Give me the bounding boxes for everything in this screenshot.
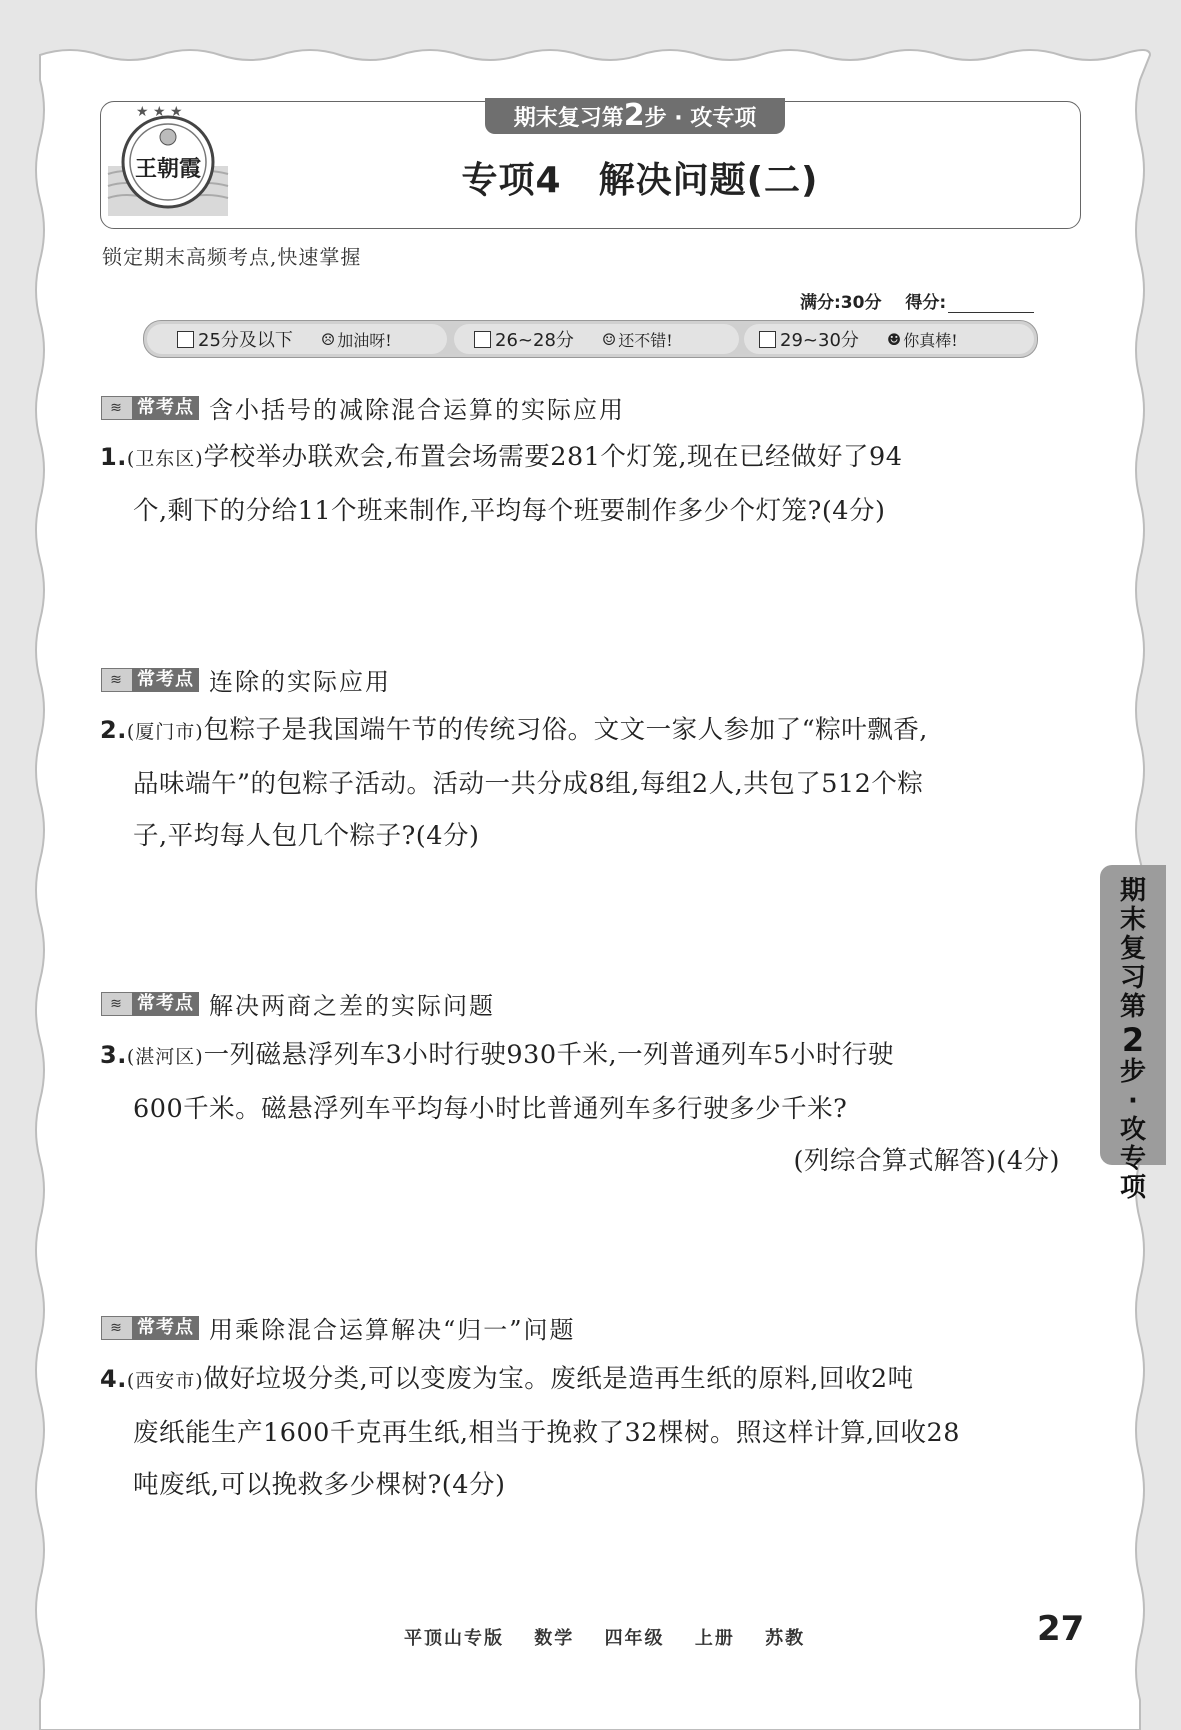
question-area: (厦门市) (126, 721, 204, 743)
question-number: 4. (100, 1365, 127, 1393)
question-text-line: 做好垃圾分类,可以变废为宝。废纸是造再生纸的原料,回收2吨 (203, 1364, 914, 1394)
rating-message: 加油呀! (337, 330, 392, 350)
happy-face-icon: ☻ (886, 329, 902, 349)
footer-publisher: 苏教 (765, 1628, 806, 1649)
section-heading-text: 含小括号的减除混合运算的实际应用 (209, 396, 625, 424)
kaodian-badge: ≋ 常考点 (101, 668, 199, 692)
rating-range: 26~28分 (495, 330, 574, 351)
header-tag (485, 98, 785, 134)
question-text-line: 子,平均每人包几个粽子?(4分) (133, 821, 480, 851)
score-line (800, 288, 1034, 313)
rating-message: 你真棒! (903, 330, 958, 350)
question-4 (100, 1353, 1060, 1511)
score-blank[interactable] (948, 296, 1034, 313)
question-area: (西安市) (126, 1370, 204, 1392)
logo-text: 王朝霞 (134, 156, 202, 182)
question-number: 2. (100, 716, 127, 744)
header-tag-prefix: 期末复习第 (513, 106, 624, 131)
answer-area-1[interactable] (130, 540, 1070, 640)
question-text-line: 600千米。磁悬浮列车平均每小时比普通列车多行驶多少千米? (133, 1094, 848, 1124)
question-text-line: 品味端午”的包粽子活动。活动一共分成8组,每组2人,共包了512个粽 (133, 769, 924, 799)
kaodian-badge: ≋ 常考点 (101, 1316, 199, 1340)
section-heading-3 (101, 986, 495, 1021)
checkbox[interactable] (759, 331, 776, 348)
section-heading-1 (101, 390, 625, 425)
checkbox[interactable] (474, 331, 491, 348)
section-heading-2 (101, 662, 391, 697)
question-text-line: 学校举办联欢会,布置会场需要281个灯笼,现在已经做好了94 (203, 442, 903, 472)
section-heading-4 (101, 1310, 576, 1345)
header-tag-step: 2 (623, 98, 645, 133)
full-score: 满分:30分 (800, 293, 882, 313)
rating-option-3[interactable] (744, 324, 1034, 354)
footer-grade: 四年级 (604, 1628, 665, 1649)
question-number: 3. (100, 1041, 127, 1069)
svg-text:★ ★ ★: ★ ★ ★ (136, 104, 183, 120)
rating-range: 29~30分 (780, 330, 859, 351)
question-text-line: 一列磁悬浮列车3小时行驶930千米,一列普通列车5小时行驶 (203, 1040, 894, 1070)
question-text-line: 废纸能生产1600千克再生纸,相当于挽救了32棵树。照这样计算,回收28 (133, 1418, 961, 1448)
question-1 (100, 431, 1060, 537)
question-number: 1. (100, 443, 127, 471)
wave-icon: ≋ (101, 668, 132, 692)
page-title: 专项4 解决问题(二) (461, 160, 819, 201)
footer-subject: 数学 (534, 1628, 575, 1649)
question-area: (卫东区) (126, 448, 204, 470)
rating-option-1[interactable] (147, 324, 447, 354)
page-subtitle: 锁定期末高频考点,快速掌握 (102, 245, 362, 269)
checkbox[interactable] (177, 331, 194, 348)
question-area: (湛河区) (126, 1046, 204, 1068)
side-tab-top: 期末复习第 (1119, 876, 1146, 1022)
rating-message: 还不错! (618, 330, 673, 350)
rating-option-2[interactable] (454, 324, 739, 354)
smile-face-icon: ☺ (601, 329, 617, 349)
kaodian-badge: ≋ 常考点 (101, 396, 199, 420)
kaodian-badge: ≋ 常考点 (101, 992, 199, 1016)
section-heading-text: 解决两商之差的实际问题 (209, 992, 495, 1020)
section-heading-text: 用乘除混合运算解决“归一”问题 (209, 1316, 576, 1344)
side-tab-bottom: 步·攻专项 (1119, 1057, 1146, 1203)
question-text-line: 吨废纸,可以挽救多少棵树?(4分) (133, 1470, 506, 1500)
page-footer (404, 1624, 827, 1650)
wave-icon: ≋ (101, 1316, 132, 1340)
wave-icon: ≋ (101, 396, 132, 420)
footer-edition: 平顶山专版 (404, 1628, 504, 1649)
header-tag-suffix: 步 · 攻专项 (644, 106, 757, 131)
question-3 (100, 1029, 1060, 1187)
sad-face-icon: ☹ (320, 329, 336, 349)
question-text-line: 个,剩下的分给11个班来制作,平均每个班要制作多少个灯笼?(4分) (133, 496, 886, 526)
wave-icon: ≋ (101, 992, 132, 1016)
answer-area-3[interactable] (130, 1195, 1070, 1305)
question-2 (100, 704, 1060, 862)
rating-bar (143, 320, 1038, 358)
answer-area-4[interactable] (130, 1520, 1070, 1600)
score-label: 得分: (905, 293, 947, 313)
question-text-line: 包粽子是我国端午节的传统习俗。文文一家人参加了“粽叶飘香, (203, 715, 928, 745)
rating-range: 25分及以下 (198, 330, 293, 351)
page-number: 27 (1037, 1609, 1085, 1649)
side-tab-text (1100, 877, 1166, 1203)
side-tab[interactable] (1100, 865, 1166, 1203)
footer-volume: 上册 (694, 1628, 735, 1649)
answer-area-2[interactable] (130, 870, 1070, 980)
section-heading-text: 连除的实际应用 (209, 668, 391, 696)
question-text-line: (列综合算式解答)(4分) (793, 1146, 1060, 1176)
brand-logo (106, 104, 230, 222)
side-tab-step: 2 (1121, 1021, 1145, 1059)
